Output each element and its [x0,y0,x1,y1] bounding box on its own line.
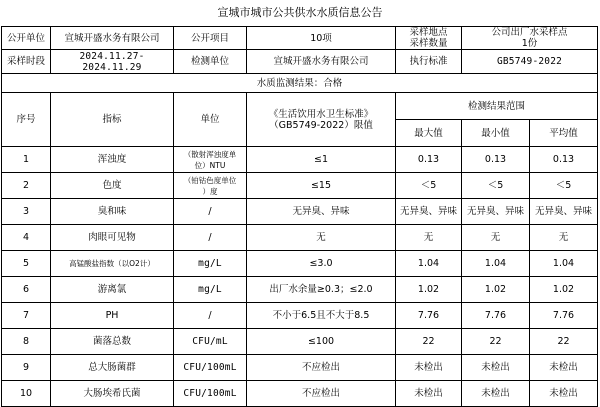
row-min: 无异臭、异味 [462,199,530,225]
row-no: 1 [2,147,51,173]
row-avg: 1.04 [530,251,598,277]
row-unit: CFU/mL [174,329,247,355]
row-unit: mg/L [174,251,247,277]
header-indicator: 指标 [51,93,174,147]
row-max: 7.76 [396,303,462,329]
header-range: 检测结果范围 [396,93,598,120]
table-row [2,173,598,199]
table-row [2,199,598,225]
row-unit: mg/L [174,277,247,303]
header-no: 序号 [2,93,51,147]
row-avg: 22 [530,329,598,355]
items-value: 10项 [247,27,396,50]
row-min: 1.02 [462,277,530,303]
period-value: 2024.11.27-2024.11.29 [51,50,174,74]
row-max: 未检出 [396,355,462,381]
row-indicator: 大肠埃希氏菌 [51,381,174,407]
header-max: 最大值 [396,120,462,147]
row-unit-line1: （铂钴色度单位 [183,175,237,185]
sampling-label [396,27,462,50]
header-unit: 单位 [174,93,247,147]
sampling-value [462,27,598,50]
row-unit-line2: ）度 [202,186,218,196]
sampling-count-label: 采样数量 [409,38,448,49]
row-avg: 0.13 [530,147,598,173]
header-avg: 平均值 [530,120,598,147]
row-indicator: 肉眼可见物 [51,225,174,251]
row-no: 8 [2,329,51,355]
page-title: 宣城市城市公共供水水质信息公告 [217,6,383,19]
table-row [2,329,598,355]
row-no: 6 [2,277,51,303]
row-limit: 出厂水余量≥0.3；≤2.0 [247,277,396,303]
row-avg: 1.02 [530,277,598,303]
row-unit: / [174,303,247,329]
table-row [2,303,598,329]
row-max: ＜5 [396,173,462,199]
table-row [2,225,598,251]
row-unit: CFU/100mL [174,381,247,407]
table-row [2,147,598,173]
sampling-site-value: 公司出厂水采样点 [491,27,568,38]
row-avg: ＜5 [530,173,598,199]
standard-label: 执行标准 [396,50,462,74]
row-no: 10 [2,381,51,407]
row-indicator: 游离氯 [51,277,174,303]
row-limit: 不应检出 [247,355,396,381]
row-indicator: PH [51,303,174,329]
row-min: 7.76 [462,303,530,329]
row-no: 9 [2,355,51,381]
row-avg: 7.76 [530,303,598,329]
header-min: 最小值 [462,120,530,147]
row-max: 22 [396,329,462,355]
row-unit: / [174,199,247,225]
row-max: 未检出 [396,381,462,407]
table-row [2,355,598,381]
table-row [2,251,598,277]
result-summary: 水质监测结果：合格 [2,74,598,93]
row-min: ＜5 [462,173,530,199]
row-no: 5 [2,251,51,277]
water-quality-table [1,26,598,407]
row-unit: CFU/100mL [174,355,247,381]
row-no: 7 [2,303,51,329]
row-min: 22 [462,329,530,355]
row-avg: 无 [530,225,598,251]
header-limit-line1: 《生活饮用水卫生标准》 [268,108,374,120]
row-limit: 无 [247,225,396,251]
row-unit: / [174,225,247,251]
row-no: 4 [2,225,51,251]
row-limit: 无异臭、异味 [247,199,396,225]
row-no: 2 [2,173,51,199]
header-limit [247,93,396,147]
row-min: 无 [462,225,530,251]
row-min: 1.04 [462,251,530,277]
row-max: 无异臭、异味 [396,199,462,225]
info-row-1 [2,27,598,50]
sampling-count-value: 1份 [521,38,538,49]
info-row-2 [2,50,598,74]
publisher-label: 公开单位 [2,27,51,50]
row-no: 3 [2,199,51,225]
row-limit: ≤1 [247,147,396,173]
row-unit-line2: 位）NTU [194,160,226,170]
lab-value: 宣城开盛水务有限公司 [247,50,396,74]
row-max: 0.13 [396,147,462,173]
row-max: 1.02 [396,277,462,303]
row-unit [174,173,247,199]
period-label: 采样时段 [2,50,51,74]
row-limit: 不小于6.5且不大于8.5 [247,303,396,329]
row-unit [174,147,247,173]
row-indicator: 浑浊度 [51,147,174,173]
row-indicator: 臭和味 [51,199,174,225]
header-limit-line2: （GB5749-2022）限值 [269,119,373,131]
row-min: 0.13 [462,147,530,173]
row-indicator: 菌落总数 [51,329,174,355]
sampling-site-label: 采样地点 [409,27,448,38]
row-indicator: 色度 [51,173,174,199]
row-max: 1.04 [396,251,462,277]
row-indicator: 高锰酸盐指数（以O2计） [51,251,174,277]
row-limit: ≤15 [247,173,396,199]
row-limit: ≤100 [247,329,396,355]
row-limit: ≤3.0 [247,251,396,277]
row-max: 无 [396,225,462,251]
table-row [2,277,598,303]
row-limit: 不应检出 [247,381,396,407]
row-indicator: 总大肠菌群 [51,355,174,381]
row-min: 未检出 [462,355,530,381]
items-label: 公开项目 [174,27,247,50]
row-avg: 未检出 [530,381,598,407]
header-row-1 [2,93,598,120]
table-row [2,381,598,407]
row-min: 未检出 [462,381,530,407]
result-summary-row [2,74,598,93]
publisher-value: 宣城开盛水务有限公司 [51,27,174,50]
row-avg: 未检出 [530,355,598,381]
standard-value: GB5749-2022 [462,50,598,74]
lab-label: 检测单位 [174,50,247,74]
row-unit-line1: （散射浑浊度单 [183,149,237,159]
row-avg: 无异臭、异味 [530,199,598,225]
